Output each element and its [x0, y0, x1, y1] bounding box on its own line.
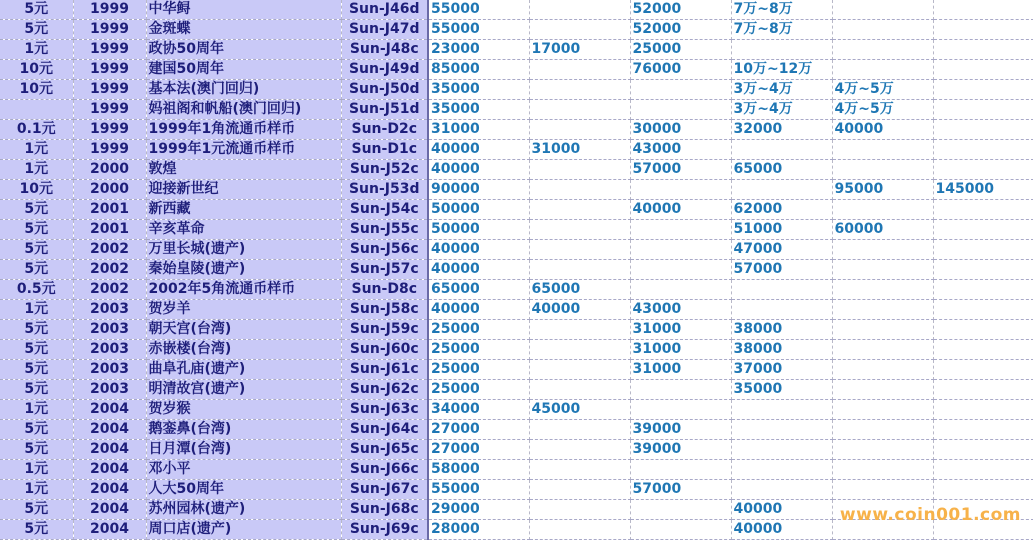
denomination-cell: 5元	[0, 200, 73, 220]
price-cell-4: 37000	[731, 360, 832, 380]
price-cell-1: 27000	[428, 420, 529, 440]
price-cell-5	[832, 320, 933, 340]
catalog-code-cell: Sun-J47d	[341, 20, 428, 40]
price-cell-3: 43000	[630, 140, 731, 160]
year-cell: 2004	[73, 500, 146, 520]
year-cell: 1999	[73, 0, 146, 20]
catalog-code-cell: Sun-J49d	[341, 60, 428, 80]
price-cell-3	[630, 400, 731, 420]
price-cell-1: 34000	[428, 400, 529, 420]
price-cell-5	[832, 440, 933, 460]
price-cell-3	[630, 240, 731, 260]
price-cell-1: 28000	[428, 520, 529, 540]
price-cell-1: 58000	[428, 460, 529, 480]
price-cell-3	[630, 520, 731, 540]
price-cell-3: 25000	[630, 40, 731, 60]
price-cell-4: 10万~12万	[731, 60, 832, 80]
denomination-cell: 0.5元	[0, 280, 73, 300]
price-cell-6	[933, 120, 1033, 140]
price-cell-1: 35000	[428, 100, 529, 120]
price-cell-4	[731, 400, 832, 420]
coin-name-cell: 中华鲟	[146, 0, 341, 20]
price-cell-6	[933, 280, 1033, 300]
coin-name-cell: 人大50周年	[146, 480, 341, 500]
year-cell: 2003	[73, 360, 146, 380]
coin-name-cell: 贺岁羊	[146, 300, 341, 320]
price-cell-2	[529, 260, 630, 280]
price-cell-2: 45000	[529, 400, 630, 420]
year-cell: 2002	[73, 280, 146, 300]
table-row	[0, 340, 1033, 360]
catalog-code-cell: Sun-J60c	[341, 340, 428, 360]
price-cell-5	[832, 400, 933, 420]
price-cell-5	[832, 240, 933, 260]
price-cell-3: 31000	[630, 320, 731, 340]
catalog-code-cell: Sun-J48c	[341, 40, 428, 60]
catalog-code-cell: Sun-D1c	[341, 140, 428, 160]
table-row	[0, 200, 1033, 220]
table-row	[0, 160, 1033, 180]
price-cell-5: 40000	[832, 120, 933, 140]
price-cell-2	[529, 200, 630, 220]
price-cell-1: 40000	[428, 160, 529, 180]
price-cell-4: 7万~8万	[731, 20, 832, 40]
price-cell-5: 4万~5万	[832, 100, 933, 120]
price-cell-6	[933, 240, 1033, 260]
coin-name-cell: 辛亥革命	[146, 220, 341, 240]
coin-name-cell: 基本法(澳门回归)	[146, 80, 341, 100]
year-cell: 1999	[73, 80, 146, 100]
price-cell-6	[933, 160, 1033, 180]
price-cell-4	[731, 460, 832, 480]
price-cell-2	[529, 500, 630, 520]
price-cell-5	[832, 340, 933, 360]
catalog-code-cell: Sun-J64c	[341, 420, 428, 440]
table-row	[0, 80, 1033, 100]
catalog-code-cell: Sun-J68c	[341, 500, 428, 520]
table-row	[0, 280, 1033, 300]
price-cell-2	[529, 520, 630, 540]
table-row	[0, 260, 1033, 280]
price-cell-3	[630, 180, 731, 200]
price-cell-2: 65000	[529, 280, 630, 300]
catalog-code-cell: Sun-J51d	[341, 100, 428, 120]
price-cell-4: 40000	[731, 500, 832, 520]
price-cell-4: 35000	[731, 380, 832, 400]
price-cell-2	[529, 240, 630, 260]
catalog-code-cell: Sun-J53d	[341, 180, 428, 200]
catalog-code-cell: Sun-J61c	[341, 360, 428, 380]
price-cell-2	[529, 180, 630, 200]
catalog-code-cell: Sun-J65c	[341, 440, 428, 460]
site-watermark: www.coin001.com	[839, 505, 1021, 525]
catalog-code-cell: Sun-J69c	[341, 520, 428, 540]
price-cell-5	[832, 140, 933, 160]
price-cell-1: 35000	[428, 80, 529, 100]
price-cell-3: 31000	[630, 360, 731, 380]
price-cell-1: 23000	[428, 40, 529, 60]
year-cell: 1999	[73, 120, 146, 140]
price-cell-4: 32000	[731, 120, 832, 140]
price-cell-2	[529, 80, 630, 100]
coin-name-cell: 周口店(遗产)	[146, 520, 341, 540]
catalog-code-cell: Sun-D8c	[341, 280, 428, 300]
denomination-cell: 1元	[0, 40, 73, 60]
table-row	[0, 460, 1033, 480]
coin-name-cell: 1999年1角流通币样币	[146, 120, 341, 140]
price-cell-6	[933, 400, 1033, 420]
catalog-code-cell: Sun-J58c	[341, 300, 428, 320]
denomination-cell: 5元	[0, 520, 73, 540]
price-cell-1: 40000	[428, 260, 529, 280]
price-cell-3: 30000	[630, 120, 731, 140]
price-cell-4: 62000	[731, 200, 832, 220]
price-cell-5	[832, 200, 933, 220]
coin-name-cell: 鹅銮鼻(台湾)	[146, 420, 341, 440]
year-cell: 2000	[73, 160, 146, 180]
price-cell-3	[630, 380, 731, 400]
catalog-code-cell: Sun-J52c	[341, 160, 428, 180]
price-cell-5	[832, 300, 933, 320]
table-row	[0, 60, 1033, 80]
price-cell-5	[832, 260, 933, 280]
price-cell-4: 65000	[731, 160, 832, 180]
price-cell-6	[933, 360, 1033, 380]
price-cell-4: 47000	[731, 240, 832, 260]
price-cell-2	[529, 340, 630, 360]
year-cell: 2003	[73, 340, 146, 360]
price-cell-5: 60000	[832, 220, 933, 240]
denomination-cell: 0.1元	[0, 120, 73, 140]
coin-name-cell: 金斑蝶	[146, 20, 341, 40]
price-cell-6	[933, 480, 1033, 500]
coin-name-cell: 2002年5角流通币样币	[146, 280, 341, 300]
price-cell-1: 31000	[428, 120, 529, 140]
price-cell-4: 3万~4万	[731, 80, 832, 100]
price-cell-6	[933, 40, 1033, 60]
price-cell-1: 40000	[428, 240, 529, 260]
coin-name-cell: 1999年1元流通币样币	[146, 140, 341, 160]
price-cell-3	[630, 220, 731, 240]
denomination-cell: 5元	[0, 340, 73, 360]
price-cell-5: 4万~5万	[832, 80, 933, 100]
price-cell-2	[529, 320, 630, 340]
price-cell-6: 145000	[933, 180, 1033, 200]
price-cell-2	[529, 480, 630, 500]
catalog-code-cell: Sun-J66c	[341, 460, 428, 480]
price-cell-6	[933, 60, 1033, 80]
year-cell: 2004	[73, 420, 146, 440]
year-cell: 2002	[73, 260, 146, 280]
coin-name-cell: 建国50周年	[146, 60, 341, 80]
price-cell-4	[731, 480, 832, 500]
table-row	[0, 0, 1033, 20]
table-row	[0, 440, 1033, 460]
price-cell-2	[529, 460, 630, 480]
price-cell-5	[832, 380, 933, 400]
price-cell-1: 27000	[428, 440, 529, 460]
denomination-cell: 5元	[0, 240, 73, 260]
price-cell-6	[933, 0, 1033, 20]
year-cell: 2003	[73, 380, 146, 400]
year-cell: 2004	[73, 460, 146, 480]
coin-name-cell: 曲阜孔庙(遗产)	[146, 360, 341, 380]
coin-name-cell: 日月潭(台湾)	[146, 440, 341, 460]
denomination-cell: 1元	[0, 300, 73, 320]
price-cell-3: 52000	[630, 20, 731, 40]
coin-name-cell: 敦煌	[146, 160, 341, 180]
price-cell-1: 40000	[428, 140, 529, 160]
price-cell-1: 90000	[428, 180, 529, 200]
price-cell-2	[529, 420, 630, 440]
price-cell-1: 65000	[428, 280, 529, 300]
price-cell-6	[933, 140, 1033, 160]
price-cell-4	[731, 280, 832, 300]
price-cell-5: 95000	[832, 180, 933, 200]
denomination-cell: 1元	[0, 480, 73, 500]
coin-name-cell: 贺岁猴	[146, 400, 341, 420]
denomination-cell: 5元	[0, 500, 73, 520]
price-cell-2: 17000	[529, 40, 630, 60]
price-cell-2	[529, 380, 630, 400]
year-cell: 2001	[73, 220, 146, 240]
denomination-cell: 5元	[0, 440, 73, 460]
catalog-code-cell: Sun-J56c	[341, 240, 428, 260]
price-cell-6	[933, 220, 1033, 240]
price-cell-4	[731, 140, 832, 160]
price-cell-1: 55000	[428, 480, 529, 500]
price-cell-2	[529, 20, 630, 40]
price-cell-4: 3万~4万	[731, 100, 832, 120]
price-cell-5	[832, 160, 933, 180]
year-cell: 2000	[73, 180, 146, 200]
catalog-code-cell: Sun-J59c	[341, 320, 428, 340]
price-cell-2: 40000	[529, 300, 630, 320]
table-row	[0, 300, 1033, 320]
price-cell-5	[832, 280, 933, 300]
coin-name-cell: 明清故宫(遗产)	[146, 380, 341, 400]
price-cell-6	[933, 380, 1033, 400]
denomination-cell: 1元	[0, 400, 73, 420]
year-cell: 2001	[73, 200, 146, 220]
price-cell-2	[529, 360, 630, 380]
denomination-cell: 1元	[0, 160, 73, 180]
table-row	[0, 180, 1033, 200]
denomination-cell: 5元	[0, 220, 73, 240]
coin-name-cell: 苏州园林(遗产)	[146, 500, 341, 520]
table-row	[0, 20, 1033, 40]
price-cell-1: 55000	[428, 0, 529, 20]
price-cell-1: 25000	[428, 380, 529, 400]
price-cell-1: 55000	[428, 20, 529, 40]
denomination-cell: 5元	[0, 420, 73, 440]
price-cell-3: 39000	[630, 420, 731, 440]
coin-name-cell: 邓小平	[146, 460, 341, 480]
denomination-cell: 5元	[0, 360, 73, 380]
price-cell-2	[529, 440, 630, 460]
coin-name-cell: 妈祖阁和帆船(澳门回归)	[146, 100, 341, 120]
price-cell-5	[832, 20, 933, 40]
price-cell-1: 40000	[428, 300, 529, 320]
price-cell-4: 38000	[731, 340, 832, 360]
price-cell-2	[529, 160, 630, 180]
catalog-code-cell: Sun-J63c	[341, 400, 428, 420]
table-row	[0, 100, 1033, 120]
price-cell-5	[832, 360, 933, 380]
price-cell-6	[933, 200, 1033, 220]
year-cell: 1999	[73, 60, 146, 80]
price-cell-3	[630, 100, 731, 120]
table-row	[0, 320, 1033, 340]
price-cell-6	[933, 460, 1033, 480]
catalog-code-cell: Sun-J62c	[341, 380, 428, 400]
coin-name-cell: 迎接新世纪	[146, 180, 341, 200]
year-cell: 2002	[73, 240, 146, 260]
price-cell-6	[933, 100, 1033, 120]
denomination-cell: 5元	[0, 380, 73, 400]
price-cell-3	[630, 280, 731, 300]
price-cell-4: 38000	[731, 320, 832, 340]
price-cell-6	[933, 300, 1033, 320]
table-row	[0, 400, 1033, 420]
coin-name-cell: 秦始皇陵(遗产)	[146, 260, 341, 280]
price-cell-5	[832, 0, 933, 20]
coin-name-cell: 赤嵌楼(台湾)	[146, 340, 341, 360]
price-cell-2	[529, 120, 630, 140]
year-cell: 2004	[73, 480, 146, 500]
coin-name-cell: 朝天宫(台湾)	[146, 320, 341, 340]
price-cell-2: 31000	[529, 140, 630, 160]
price-cell-4	[731, 300, 832, 320]
denomination-cell: 10元	[0, 80, 73, 100]
table-row	[0, 380, 1033, 400]
table-row	[0, 480, 1033, 500]
year-cell: 2004	[73, 440, 146, 460]
price-cell-3: 52000	[630, 0, 731, 20]
denomination-cell: 5元	[0, 320, 73, 340]
coin-name-cell: 政协50周年	[146, 40, 341, 60]
year-cell: 1999	[73, 140, 146, 160]
price-cell-3: 31000	[630, 340, 731, 360]
price-cell-5	[832, 480, 933, 500]
denomination-cell: 10元	[0, 180, 73, 200]
coin-name-cell: 新西藏	[146, 200, 341, 220]
price-cell-3: 76000	[630, 60, 731, 80]
price-cell-4	[731, 420, 832, 440]
price-cell-3	[630, 260, 731, 280]
denomination-cell: 5元	[0, 260, 73, 280]
catalog-code-cell: Sun-J50d	[341, 80, 428, 100]
price-cell-6	[933, 80, 1033, 100]
price-cell-1: 25000	[428, 320, 529, 340]
denomination-cell: 1元	[0, 460, 73, 480]
price-cell-3: 57000	[630, 160, 731, 180]
catalog-code-cell: Sun-J46d	[341, 0, 428, 20]
price-cell-3: 39000	[630, 440, 731, 460]
price-cell-3	[630, 500, 731, 520]
price-cell-3: 57000	[630, 480, 731, 500]
year-cell: 2004	[73, 520, 146, 540]
year-cell: 1999	[73, 100, 146, 120]
price-cell-3	[630, 80, 731, 100]
price-cell-5	[832, 460, 933, 480]
price-cell-2	[529, 100, 630, 120]
price-cell-1: 29000	[428, 500, 529, 520]
table-row	[0, 240, 1033, 260]
denomination-cell: 5元	[0, 20, 73, 40]
coin-name-cell: 万里长城(遗产)	[146, 240, 341, 260]
table-row	[0, 360, 1033, 380]
table-row	[0, 40, 1033, 60]
catalog-code-cell: Sun-J67c	[341, 480, 428, 500]
catalog-code-cell: Sun-J54c	[341, 200, 428, 220]
table-row	[0, 120, 1033, 140]
price-cell-5	[832, 60, 933, 80]
price-cell-6	[933, 420, 1033, 440]
table-row	[0, 220, 1033, 240]
price-cell-4: 57000	[731, 260, 832, 280]
denomination-cell: 1元	[0, 140, 73, 160]
year-cell: 2003	[73, 320, 146, 340]
year-cell: 1999	[73, 20, 146, 40]
price-cell-2	[529, 60, 630, 80]
price-cell-6	[933, 340, 1033, 360]
price-cell-1: 50000	[428, 200, 529, 220]
denomination-cell: 10元	[0, 60, 73, 80]
price-cell-4	[731, 180, 832, 200]
price-cell-6	[933, 260, 1033, 280]
price-cell-5	[832, 40, 933, 60]
price-cell-4: 40000	[731, 520, 832, 540]
denomination-cell: 5元	[0, 0, 73, 20]
price-cell-5	[832, 420, 933, 440]
catalog-code-cell: Sun-J57c	[341, 260, 428, 280]
denomination-cell	[0, 100, 73, 120]
price-cell-6	[933, 20, 1033, 40]
price-cell-1: 25000	[428, 360, 529, 380]
catalog-code-cell: Sun-J55c	[341, 220, 428, 240]
price-cell-1: 25000	[428, 340, 529, 360]
table-row	[0, 140, 1033, 160]
price-cell-4	[731, 440, 832, 460]
price-cell-4	[731, 40, 832, 60]
table-row	[0, 420, 1033, 440]
price-cell-6	[933, 320, 1033, 340]
price-cell-3	[630, 460, 731, 480]
price-cell-4: 7万~8万	[731, 0, 832, 20]
price-cell-4: 51000	[731, 220, 832, 240]
price-cell-3: 43000	[630, 300, 731, 320]
year-cell: 1999	[73, 40, 146, 60]
catalog-code-cell: Sun-D2c	[341, 120, 428, 140]
price-cell-3: 40000	[630, 200, 731, 220]
price-cell-2	[529, 220, 630, 240]
price-cell-1: 50000	[428, 220, 529, 240]
price-cell-6	[933, 440, 1033, 460]
year-cell: 2004	[73, 400, 146, 420]
price-cell-2	[529, 0, 630, 20]
year-cell: 2003	[73, 300, 146, 320]
price-cell-1: 85000	[428, 60, 529, 80]
